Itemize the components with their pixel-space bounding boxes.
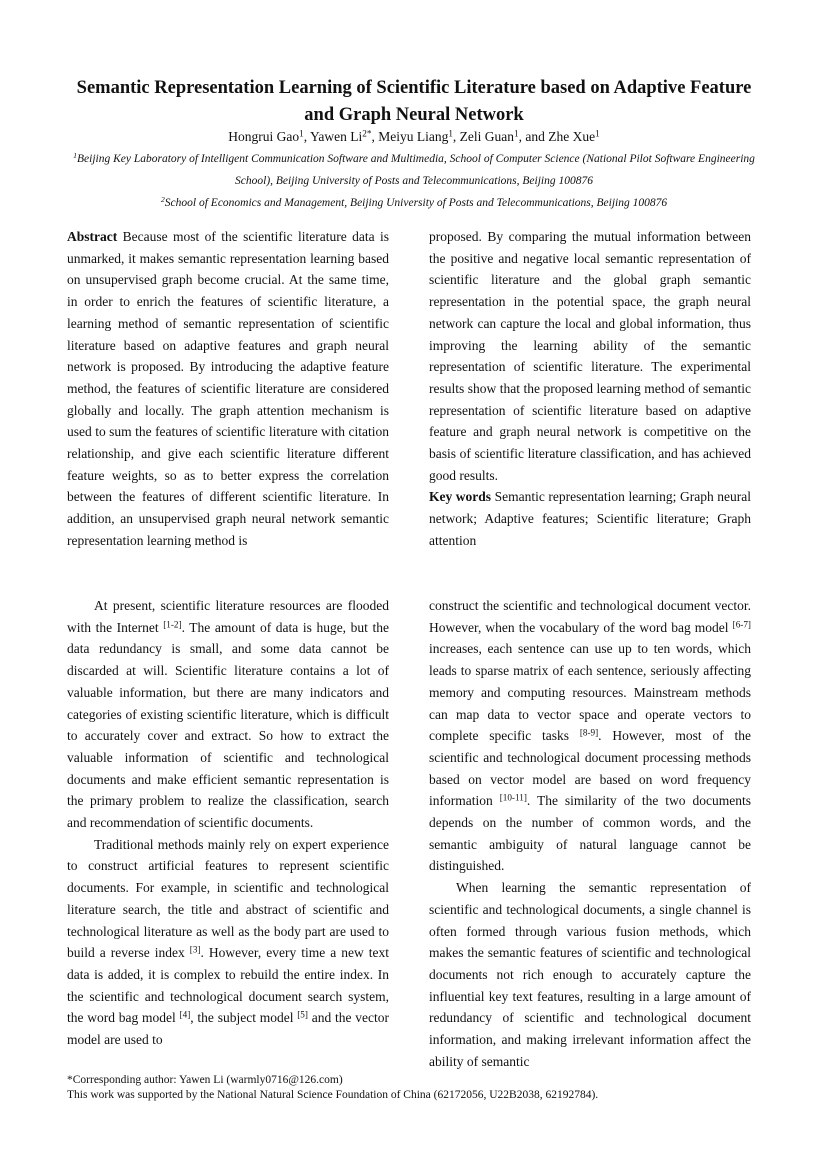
author-name: Yawen Li (310, 129, 363, 144)
keywords (429, 486, 751, 551)
abstract-left-column (67, 226, 389, 552)
abstract-right-column (429, 226, 751, 552)
author-name: Hongrui Gao (228, 129, 300, 144)
keywords-text: Semantic representation learning; Graph neural network; Adaptive features; Scientific literature; Graph attention (429, 489, 752, 548)
affiliation-1 (60, 148, 768, 192)
affiliation-2 (60, 192, 768, 214)
affiliation-1-marker: 1 (73, 151, 77, 161)
author-affiliation-marker: 2* (362, 128, 372, 139)
body-paragraph: At present, scientific literature resources are flooded with the Internet [1-2]. The amount of data is huge, but the data redundancy is small, and some data cannot be discarded at will. Scientific literature contains a lot of valuable information, but there are many indicators and categories of existing scientific literature, which is difficult to accurately cover and extract. So how to extract the valuable information of scientific and technological documents and make efficient semantic representation is the primary problem to realize the classification, search and recommendation of scientific documents. (67, 598, 389, 831)
abstract-text-left: Because most of the scientific literature data is unmarked, it makes semantic representation learning based on unsupervised graph become crucial. At the same time, in order to enrich the features of scientific literature, a learning method of semantic representation of scientific literature based on adaptive features and graph neural network is proposed. By introducing the adaptive feature method, the features of scientific literature are considered globally and locally. The graph attention mechanism is used to sum the features of scientific literature with citation relationship, and give each scientific literature different feature weights, so as to better express the correlation between the features of different scientific literature. In addition, an unsupervised graph neural network semantic representation learning method is (67, 229, 390, 548)
body-paragraph: construct the scientific and technological document vector. However, when the vocabulary of the word bag model [6-7] increases, each sentence can use up to ten words, which leads to sparse matrix of each sentence, seriously affecting memory and computing resources. Mainstream methods can map data to vector space and operate vectors to complete specific tasks [8-9]. However, most of the scientific and technological document processing methods based on vector model are based on word frequency information [10-11]. The similarity of the two documents depends on the number of common words, and the semantic ambiguity of natural language cannot be distinguished. (429, 598, 751, 874)
affiliation-2-marker: 2 (160, 195, 165, 205)
author-affiliation-marker: 1 (595, 128, 600, 139)
footnotes (67, 1073, 598, 1103)
affiliation-1-text: Beijing Key Laboratory of Intelligent Communication Software and Multimedia, School of Computer Science (National Pilot Software Engineering School), Beijing University of Posts and Telecommunications, Beijing 100876 (77, 153, 755, 187)
affiliation-2-text: School of Economics and Management, Beijing University of Posts and Telecommunications, Beijing 100876 (164, 197, 668, 209)
citation-marker: [1-2] (163, 619, 182, 630)
citation-marker: [3] (189, 944, 201, 955)
citation-marker: [4] (179, 1009, 191, 1020)
body-right-column (429, 595, 751, 1072)
body-paragraph: When learning the semantic representation of scientific and technological documents, a single channel is often formed through various fusion methods, which makes the semantic features of scientific and technological documents not rich enough to accurately capture the influential key text features, resulting in a large amount of redundancy of scientific and technological document information, and making irrelevant information affect the ability of semantic (429, 880, 751, 1069)
paper-title: Semantic Representation Learning of Scientific Literature based on Adaptive Feature and Graph Neural Network (76, 78, 752, 125)
author-list: Hongrui Gao$^1$, Yawen $Li^{2*}$, Meiyu Liang$^1$, Zeli Guan$^1$, and Zhe Xue$^1$ (228, 128, 600, 144)
author-affiliation-marker: 1 (514, 128, 519, 139)
author-affiliation-marker: 1 (448, 128, 453, 139)
author-affiliation-marker: 1 (299, 128, 304, 139)
author-name: Zhe Xue (548, 129, 596, 144)
body-paragraph: Traditional methods mainly rely on expert experience to construct artificial features to represent scientific documents. For example, in scientific and technological literature search, the title and abstract of scientific and technological literature as well as the body part are used to build a reverse index [3]. However, every time a new text data is added, it is complex to rebuild the entire index. In the scientific and technological document search system, the word bag model [4], the subject model [5] and the vector model are used to (67, 836, 390, 1048)
keywords-label: Key words (429, 489, 492, 505)
body-left-column (67, 595, 389, 1051)
corresponding-author-note: *Corresponding author: Yawen Li (warmly0716@126.com) (67, 1074, 343, 1086)
citation-marker: [8-9] (579, 727, 599, 738)
citation-marker: [5] (297, 1009, 308, 1020)
citation-marker: [10-11] (499, 792, 527, 803)
funding-note: This work was supported by the National Natural Science Foundation of China (62172056, U22B2038, 62192784). (67, 1089, 599, 1101)
author-name: Zeli Guan (459, 129, 515, 144)
abstract-text-right: proposed. By comparing the mutual information between the positive and negative local semantic representation of scientific literature and the global graph semantic representation in the potential space, the graph neural network can capture the local and global information, thus improving the learning ability of the semantic representation of scientific literature. The experimental results show that the proposed learning method of semantic representation of scientific literature based on adaptive feature and graph neural network is competitive on the basis of scientific literature classification, and has achieved good results. (429, 229, 751, 483)
author-name: Meiyu Liang (378, 129, 449, 144)
citation-marker: [6-7] (732, 619, 751, 630)
abstract-label: Abstract (67, 229, 118, 244)
